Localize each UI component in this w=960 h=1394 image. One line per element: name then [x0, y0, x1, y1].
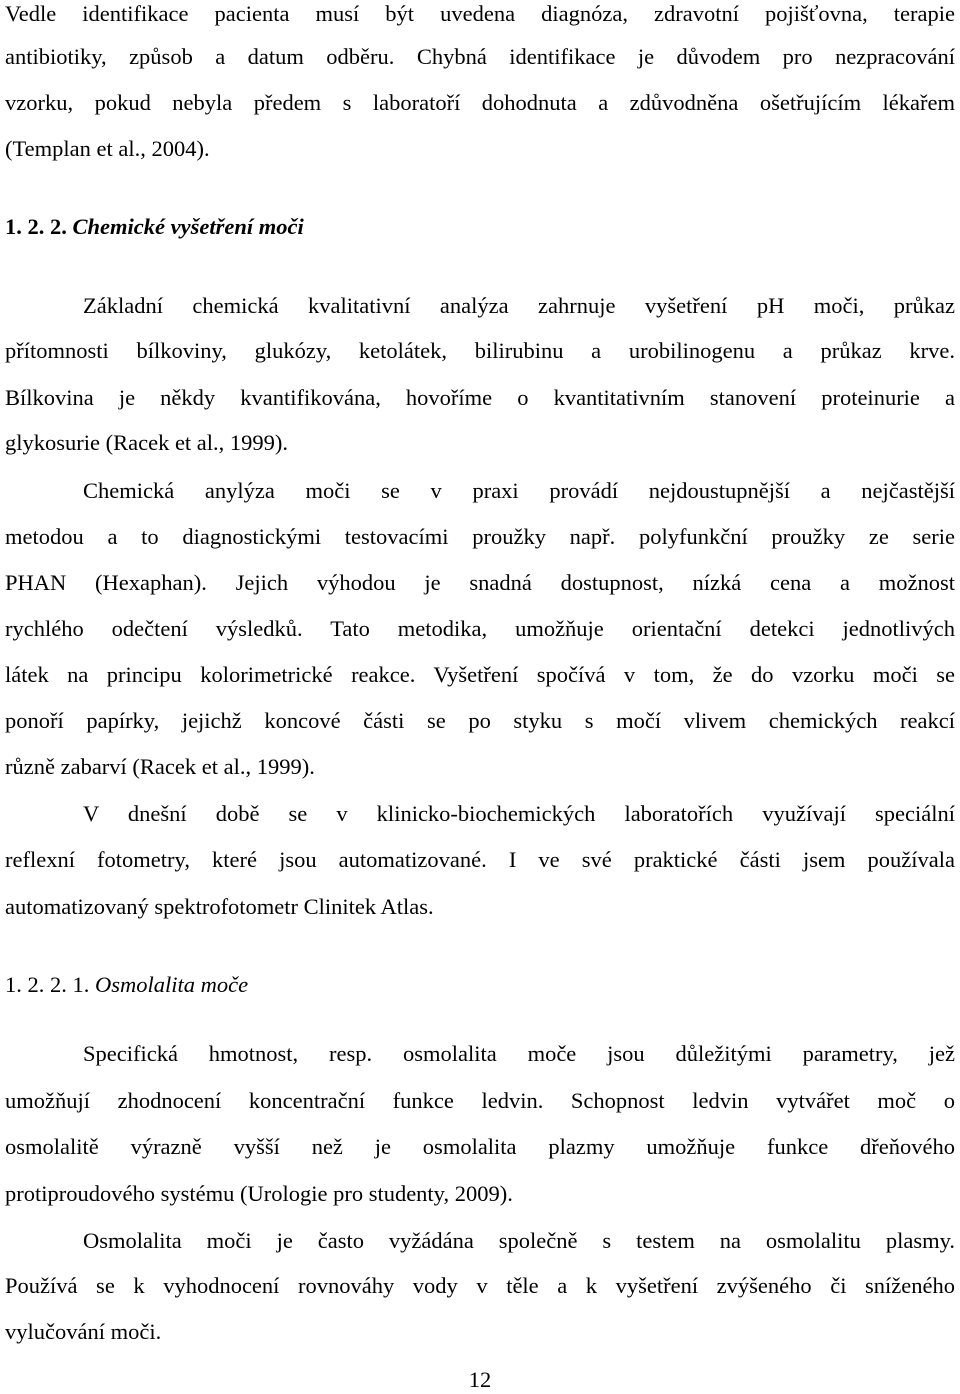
- section-number: 1. 2. 2. 1.: [5, 972, 90, 997]
- section-number: 1. 2. 2.: [5, 214, 67, 239]
- paragraph-line: metodou a to diagnostickými testovacími proužky např. polyfunkční proužky ze serie: [5, 524, 955, 549]
- intro-line: Vedle identifikace pacienta musí být uvedena diagnóza, zdravotní pojišťovna, terapie: [5, 1, 955, 26]
- paragraph-line: Používá se k vyhodnocení rovnováhy vody v těle a k vyšetření zvýšeného či sníženého: [5, 1273, 955, 1298]
- paragraph-line: osmolalitě výrazně vyšší než je osmolalita plazmy umožňuje funkce dřeňového: [5, 1134, 955, 1159]
- section-heading-chemical: [5, 213, 955, 241]
- paragraph-line: umožňují zhodnocení koncentrační funkce ledvin. Schopnost ledvin vytvářet moč o: [5, 1088, 955, 1113]
- intro-line: antibiotiky, způsob a datum odběru. Chybná identifikace je důvodem pro nezpracování: [5, 44, 955, 69]
- paragraph-line: přítomnosti bílkoviny, glukózy, ketolátek, bilirubinu a urobilinogenu a průkaz krve.: [5, 338, 955, 363]
- page-number: 12: [468, 1367, 492, 1392]
- paragraph-line: látek na principu kolorimetrické reakce. Vyšetření spočívá v tom, že do vzorku moči se: [5, 662, 955, 687]
- paragraph-line: protiproudového systému (Urologie pro studenty, 2009).: [5, 1181, 513, 1206]
- section-title: Osmolalita moče: [95, 972, 249, 997]
- paragraph-line: ponoří papírky, jejichž koncové části se po styku s močí vlivem chemických reakcí: [5, 708, 955, 733]
- intro-line: (Templan et al., 2004).: [5, 136, 210, 161]
- paragraph-line: PHAN (Hexaphan). Jejich výhodou je snadná dostupnost, nízká cena a možnost: [5, 570, 955, 595]
- paragraph-line: Osmolalita moči je často vyžádána společně s testem na osmolalitu plasmy.: [83, 1228, 955, 1253]
- paragraph-line: automatizovaný spektrofotometr Clinitek Atlas.: [5, 894, 434, 919]
- paragraph-line: Specifická hmotnost, resp. osmolalita moče jsou důležitými parametry, jež: [83, 1041, 955, 1066]
- paragraph-line: glykosurie (Racek et al., 1999).: [5, 430, 289, 455]
- section-title: Chemické vyšetření moči: [72, 214, 304, 239]
- section-heading-osmolality: [5, 971, 955, 999]
- paragraph-line: reflexní fotometry, které jsou automatizované. I ve své praktické části jsem používala: [5, 847, 955, 872]
- paragraph-line: rychlého odečtení výsledků. Tato metodika, umožňuje orientační detekci jednotlivých: [5, 616, 955, 641]
- intro-line: vzorku, pokud nebyla předem s laboratoří dohodnuta a zdůvodněna ošetřujícím lékařem: [5, 90, 955, 115]
- paragraph-line: Bílkovina je někdy kvantifikována, hovoříme o kvantitativním stanovení proteinurie a: [5, 385, 955, 410]
- paragraph-line: V dnešní době se v klinicko-biochemických laboratořích využívají speciální: [83, 801, 955, 826]
- paragraph-line: vylučování moči.: [5, 1319, 162, 1344]
- paragraph-line: Základní chemická kvalitativní analýza zahrnuje vyšetření pH moči, průkaz: [83, 293, 955, 318]
- paragraph-line: Chemická anylýza moči se v praxi provádí nejdoustupnější a nejčastější: [83, 478, 955, 503]
- paragraph-line: různě zabarví (Racek et al., 1999).: [5, 754, 315, 779]
